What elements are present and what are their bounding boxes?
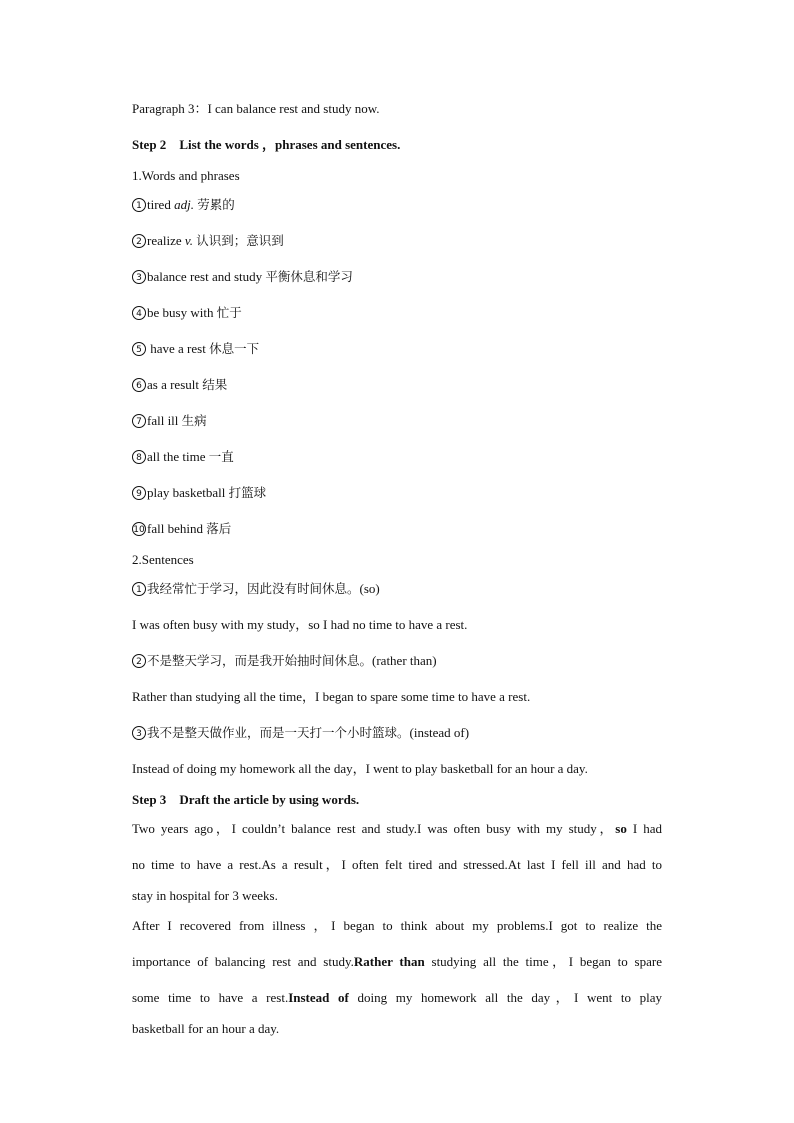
word-chinese: 劳累的 — [197, 197, 235, 212]
circled-number: 6 — [132, 378, 146, 392]
word-item — [132, 304, 242, 322]
circled-number: 3 — [132, 726, 146, 740]
word-item — [132, 412, 207, 430]
word-item — [132, 376, 227, 394]
circled-number: 2 — [132, 654, 146, 668]
word-chinese: 打篮球 — [228, 485, 267, 500]
sentence-english: Instead of doing my homework all the day，I went to play basketball for an hour a day. — [132, 761, 588, 776]
word-part-of-speech: adj. — [174, 197, 194, 212]
step-3-heading — [132, 791, 359, 809]
word-english: as a result — [147, 377, 203, 392]
step-2-heading — [132, 136, 400, 154]
word-item — [132, 484, 266, 502]
word-item — [132, 340, 259, 358]
word-english: play basketball — [147, 485, 229, 500]
word-english: fall ill — [147, 413, 182, 428]
word-chinese: 平衡休息和学习 — [265, 269, 353, 284]
sentence-prompt — [132, 724, 469, 742]
article-line-text — [132, 856, 662, 874]
words-heading: 1.Words and phrases — [132, 168, 240, 183]
word-chinese: 落后 — [206, 521, 232, 536]
sentence-english: I was often busy with my study，so I had no time to have a rest. — [132, 617, 468, 632]
circled-number: 7 — [132, 414, 146, 428]
sentence-chinese: 我经常忙于学习，因此没有时间休息。 — [147, 581, 360, 596]
step-2-label: Step 2 — [132, 137, 167, 152]
sentence-prompt — [132, 580, 380, 598]
article-line-text — [132, 887, 662, 905]
sentence-hint: (instead of) — [409, 725, 470, 740]
word-chinese: 一直 — [208, 449, 234, 464]
article-line — [132, 887, 662, 905]
word-item — [132, 196, 235, 214]
article-line — [132, 856, 662, 874]
word-english: tired — [147, 197, 175, 212]
word-item — [132, 232, 284, 250]
article-text: importance of balancing rest and study. — [132, 954, 354, 969]
article-line-text — [132, 917, 662, 935]
circled-number: 3 — [132, 270, 146, 284]
article-line — [132, 953, 662, 971]
circled-number: 4 — [132, 306, 146, 320]
circled-number: 1 — [132, 582, 146, 596]
article-text: stay in hospital for 3 weeks. — [132, 888, 278, 903]
article-text: After I recovered from illness ，I began to think about my problems.I got to realize the — [132, 918, 662, 933]
sentence-chinese: 我不是整天做作业，而是一天打一个小时篮球。 — [147, 725, 410, 740]
article-line — [132, 989, 662, 1007]
article-text: Two years ago，I couldn’t balance rest and study.I was often busy with my study， — [132, 821, 616, 836]
word-chinese: 结果 — [202, 377, 228, 392]
word-chinese: 休息一下 — [209, 341, 260, 356]
article-text: I had — [626, 821, 662, 836]
sentence-prompt — [132, 652, 437, 670]
circled-number: 2 — [132, 234, 146, 248]
word-english: fall behind — [147, 521, 207, 536]
article-line-text — [132, 953, 662, 971]
sentences-heading: 2.Sentences — [132, 552, 194, 567]
word-chinese: 生病 — [181, 413, 207, 428]
word-chinese: 认识到；意识到 — [196, 233, 284, 248]
sentence-chinese: 不是整天学习，而是我开始抽时间休息。 — [147, 653, 373, 668]
article-text: some time to have a rest. — [132, 990, 289, 1005]
word-english: all the time — [147, 449, 209, 464]
article-line — [132, 917, 662, 935]
word-english: have a rest — [147, 341, 210, 356]
word-chinese: 忙于 — [216, 305, 242, 320]
article-text: doing my homework all the day，I went to play — [348, 990, 662, 1005]
sentence-hint: (rather than) — [372, 653, 437, 668]
word-english: balance rest and study — [147, 269, 266, 284]
circled-number: 9 — [132, 486, 146, 500]
article-keyword: Rather than — [353, 954, 425, 969]
word-english: realize — [147, 233, 185, 248]
word-item — [132, 268, 353, 286]
article-line-text — [132, 989, 662, 1007]
step-3-title: Draft the article by using words. — [179, 792, 360, 807]
article-line — [132, 1020, 662, 1038]
word-part-of-speech: v. — [184, 233, 193, 248]
step-2-title: List the words ，phrases and sentences. — [179, 137, 401, 152]
paragraph-3-outline: Paragraph 3：I can balance rest and study now. — [132, 101, 380, 116]
circled-number: 1 — [132, 198, 146, 212]
word-item — [132, 520, 231, 538]
word-english: be busy with — [147, 305, 217, 320]
sentence-english: Rather than studying all the time，I began to spare some time to have a rest. — [132, 689, 531, 704]
article-keyword: so — [615, 821, 627, 836]
article-text: no time to have a rest.As a result，I often felt tired and stressed.At last I fell ill and had to — [132, 857, 662, 872]
circled-number: 8 — [132, 450, 146, 464]
sentence-hint: (so) — [359, 581, 380, 596]
article-line — [132, 820, 662, 838]
article-text: studying all the time，I began to spare — [424, 954, 662, 969]
article-keyword: Instead of — [288, 990, 349, 1005]
article-line-text — [132, 1020, 662, 1038]
article-line-text — [132, 820, 662, 838]
circled-number: 10 — [132, 522, 146, 536]
word-item — [132, 448, 234, 466]
article-text: basketball for an hour a day. — [132, 1021, 280, 1036]
circled-number: 5 — [132, 342, 146, 356]
step-3-label: Step 3 — [132, 792, 167, 807]
